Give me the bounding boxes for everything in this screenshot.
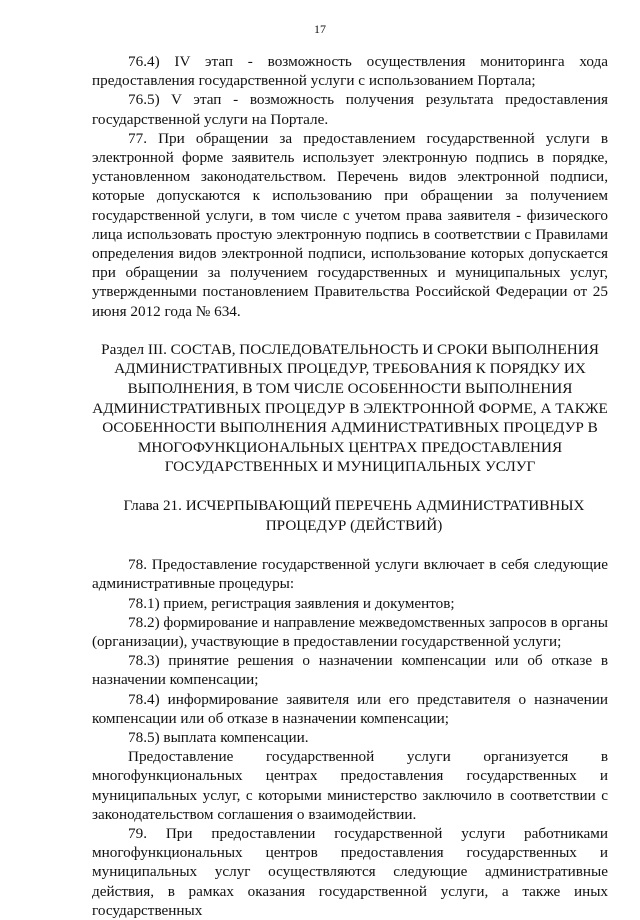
paragraph-78: 78. Предоставление государственной услуги включает в себя следующие административные процедуры: <box>92 556 608 593</box>
paragraph-78-5: 78.5) выплата компенсации. <box>128 729 309 747</box>
paragraph-78-1: 78.1) прием, регистрация заявления и документов; <box>128 594 455 612</box>
document-body <box>92 52 608 920</box>
paragraph-77: 77. При обращении за предоставлением государственной услуги в электронной форме заявитель использует электронную подпись в порядке, установленном законодательством. Перечень видов электронной подписи, которые допускаются к использованию при обращении за получением государственной услуги, в том числе с учетом права заявителя - физического лица использовать простую электронную подпись в соответствии с Правилами определения видов электронной подписи, использование которых допускается при обращении за получением государственных и муниципальных услуг, утвержденными постановлением Правительства Российской Федерации от 25 июня 2012 года № 634. <box>92 129 608 320</box>
chapter-title: Глава 21. ИСЧЕРПЫВАЮЩИЙ ПЕРЕЧЕНЬ АДМИНИСТРАТИВНЫХ ПРОЦЕДУР (ДЕЙСТВИЙ) <box>123 497 585 534</box>
page-number: 17 <box>314 22 326 36</box>
paragraph-78-3: 78.3) принятие решения о назначении компенсации или об отказе в назначении компенсации; <box>92 652 608 689</box>
paragraph-78-2: 78.2) формирование и направление межведомственных запросов в органы (организации), участвующие в предоставлении государственной услуги; <box>92 613 608 650</box>
spacer <box>92 535 608 555</box>
section-title: Раздел III. СОСТАВ, ПОСЛЕДОВАТЕЛЬНОСТЬ И СРОКИ ВЫПОЛНЕНИЯ АДМИНИСТРАТИВНЫХ ПРОЦЕДУР, ТРЕБОВАНИЯ К ПОРЯДКУ ИХ ВЫПОЛНЕНИЯ, В ТОМ ЧИСЛЕ ОСОБЕННОСТИ ВЫПОЛНЕНИЯ АДМИНИСТРАТИВНЫХ ПРОЦЕДУР В ЭЛЕКТРОННОЙ ФОРМЕ, А ТАКЖЕ ОСОБЕННОСТИ ВЫПОЛНЕНИЯ АДМИНИСТРАТИВНЫХ ПРОЦЕДУР В МНОГОФУНКЦИОНАЛЬНЫХ ЦЕНТРАХ ПРЕДОСТАВЛЕНИЯ ГОСУДАРСТВЕННЫХ И МУНИЦИПАЛЬНЫХ УСЛУГ <box>92 340 608 476</box>
paragraph-76-5: 76.5) V этап - возможность получения результата предоставления государственной услуги на Портале. <box>92 91 608 128</box>
paragraph-79: 79. При предоставлении государственной услуги работниками многофункциональных центров предоставления государственных и муниципальных услуг осуществляются следующие административные действия, в рамках оказания государственной услуги, а также иных государственных <box>92 825 608 919</box>
paragraph-76-4: 76.4) IV этап - возможность осуществления мониторинга хода предоставления государственной услуги с использованием Портала; <box>92 53 608 90</box>
paragraph-mfc: Предоставление государственной услуги организуется в многофункциональных центрах предоставления государственных и муниципальных услуг, с которыми министерство заключило в соответствии с законодательством соглашения о взаимодействии. <box>92 748 608 823</box>
paragraph-78-4: 78.4) информирование заявителя или его представителя о назначении компенсации или об отказе в назначении компенсации; <box>92 690 608 727</box>
